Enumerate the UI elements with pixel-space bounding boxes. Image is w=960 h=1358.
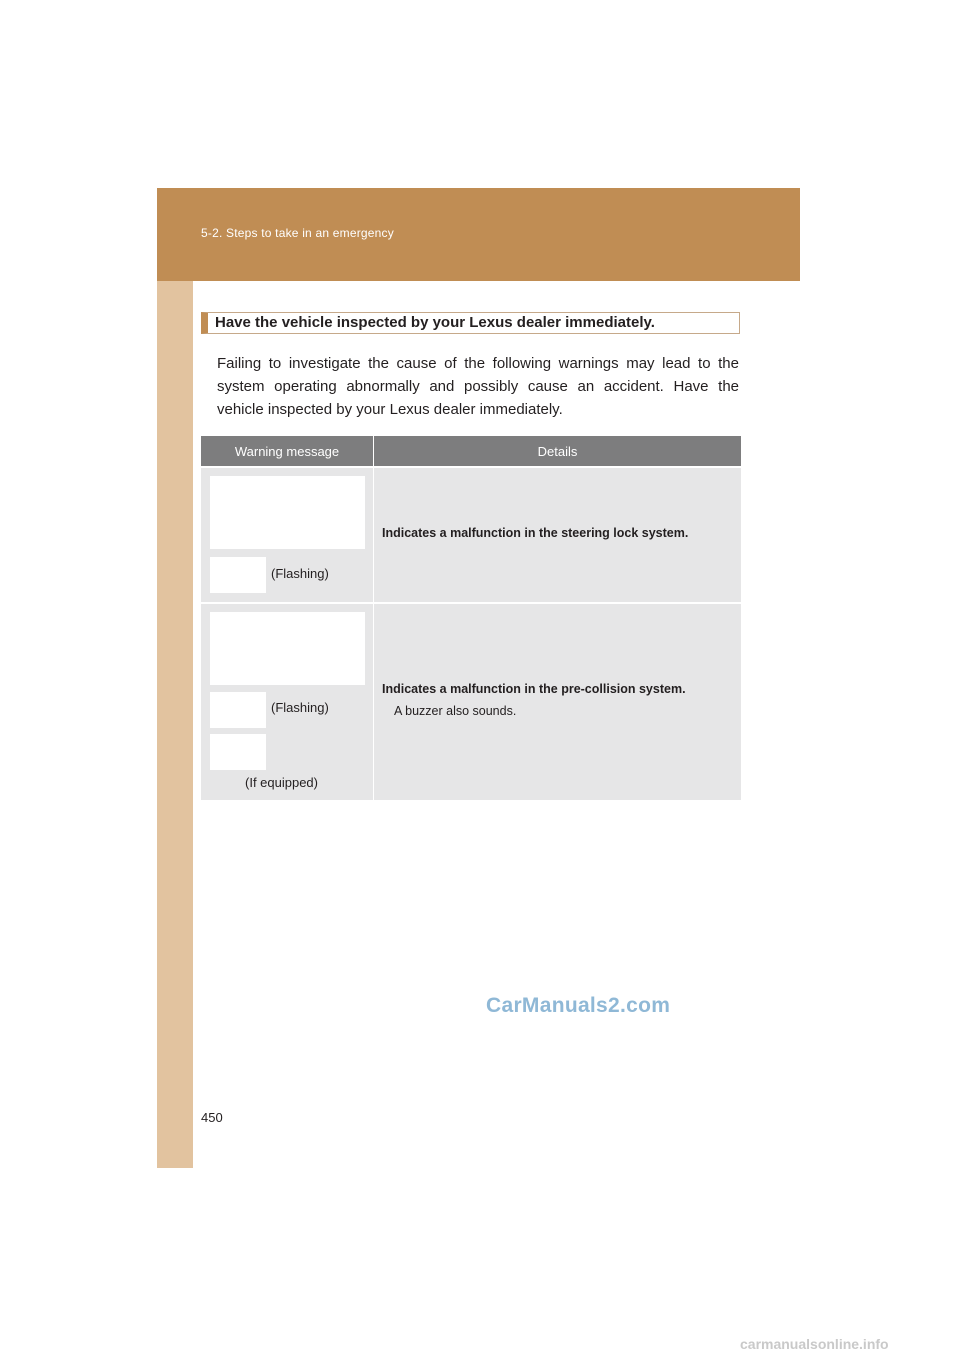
section-label: 5-2. Steps to take in an emergency [201, 226, 394, 240]
warning-table [201, 436, 741, 800]
warning-display-image [210, 612, 365, 685]
page-number: 450 [201, 1110, 223, 1125]
section-heading-text: Have the vehicle inspected by your Lexus dealer immediately. [215, 314, 655, 331]
warning-display-image [210, 476, 365, 549]
side-strip [157, 281, 193, 1168]
section-heading [201, 312, 740, 334]
table-row [201, 466, 741, 602]
flashing-label: (Flashing) [271, 566, 329, 581]
flashing-label: (Flashing) [271, 700, 329, 715]
indicator-icon [210, 734, 266, 770]
details-subtext: A buzzer also sounds. [394, 704, 517, 718]
warning-light-icon [210, 692, 266, 728]
watermark-text: CarManuals2.com [486, 994, 671, 1017]
details-cell [374, 468, 741, 602]
table-row [201, 602, 741, 800]
details-cell [374, 604, 741, 800]
footer-watermark: carmanualsonline.info [740, 1336, 889, 1352]
table-header [201, 436, 741, 466]
intro-paragraph: Failing to investigate the cause of the following warnings may lead to the system operating abnormally and possibly cause an accident. Have the vehicle inspected by your Lexus dealer immediately. [217, 355, 739, 418]
if-equipped-label: (If equipped) [245, 775, 318, 790]
details-text: Indicates a malfunction in the pre-collision system. [382, 682, 686, 696]
warning-message-cell [201, 468, 374, 602]
details-text: Indicates a malfunction in the steering lock system. [382, 526, 689, 540]
column-header-warning-message: Warning message [201, 436, 374, 466]
column-header-details: Details [537, 443, 578, 459]
warning-light-icon [210, 557, 266, 593]
warning-message-cell [201, 604, 374, 800]
